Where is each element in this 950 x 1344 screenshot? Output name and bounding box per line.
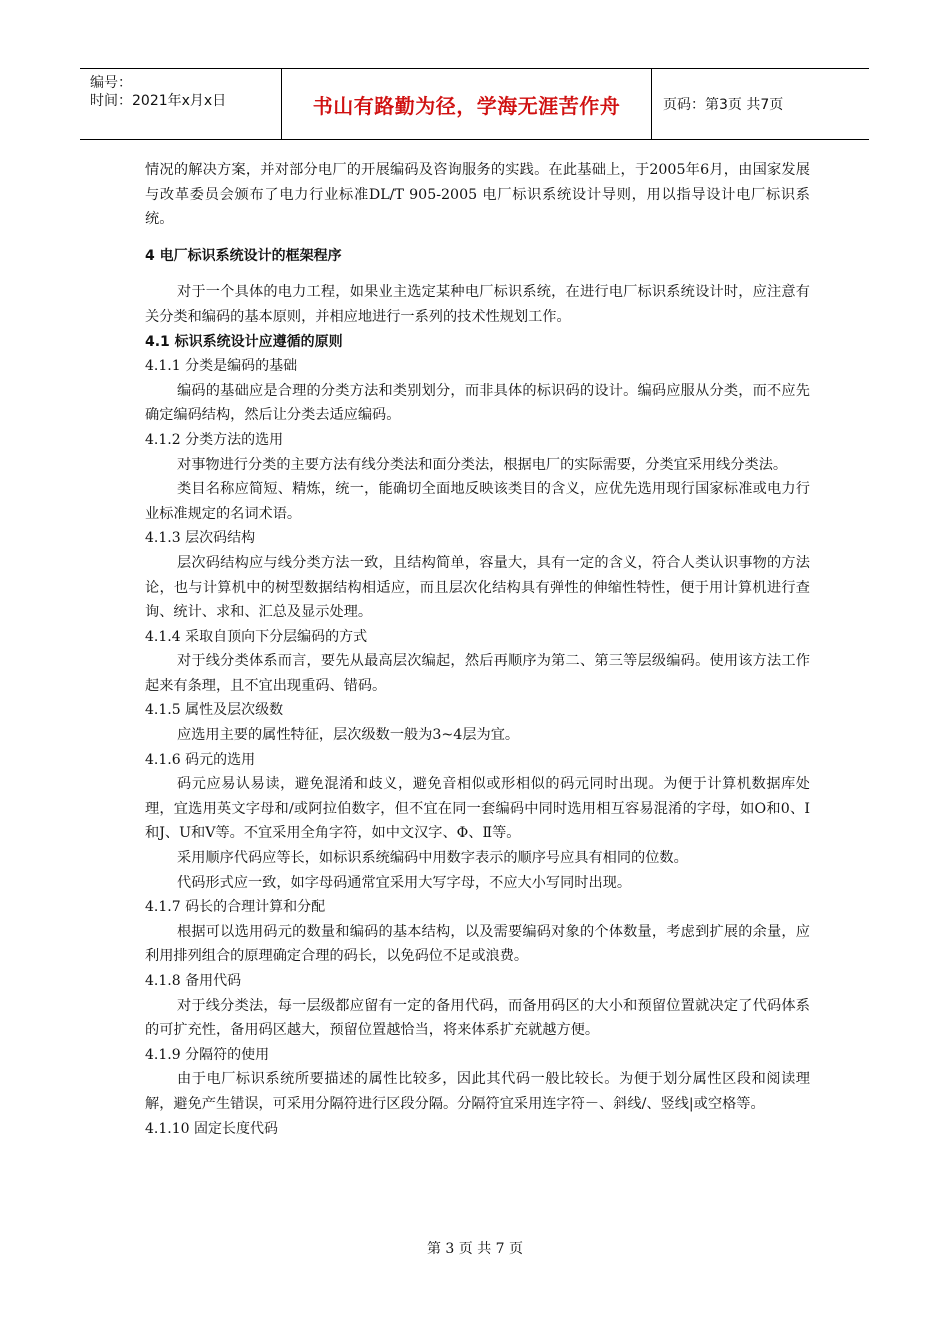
page-header	[80, 68, 869, 140]
document-body	[145, 158, 810, 1141]
body-paragraph: 对于线分类体系而言，要先从最高层次编起，然后再顺序为第二、第三等层级编码。使用该方法工作起来有条理，且不宜出现重码、错码。	[145, 653, 810, 694]
clause-heading: 4.1.1 分类是编码的基础	[145, 358, 298, 375]
clause-heading: 4.1.10 固定长度代码	[145, 1120, 278, 1137]
page-info-text: 页码：第3页 共7页	[663, 97, 784, 113]
section-gap	[145, 268, 810, 280]
body-paragraph: 码元应易认易读，避免混淆和歧义，避免音相似或形相似的码元同时出现。为便于计算机数据库处理，宜选用英文字母和/或阿拉伯数字，但不宜在同一套编码中同时选用相互容易混淆的字母，如O和0、I和J、U和V等。不宜采用全角字符，如中文汉字、Φ、Ⅱ等。	[145, 776, 810, 842]
body-paragraph: 由于电厂标识系统所要描述的属性比较多，因此其代码一般比较长。为便于划分属性区段和阅读理解，避免产生错误，可采用分隔符进行区段分隔。分隔符宜采用连字符－、斜线/、竖线|或空格等。	[145, 1071, 810, 1112]
body-paragraph: 代码形式应一致，如字母码通常宜采用大写字母，不应大小写同时出现。	[177, 874, 632, 891]
body-paragraph: 采用顺序代码应等长，如标识系统编码中用数字表示的顺序号应具有相同的位数。	[177, 850, 688, 867]
body-paragraph: 对于一个具体的电力工程，如果业主选定某种电厂标识系统，在进行电厂标识系统设计时，应注意有关分类和编码的基本原则，并相应地进行一系列的技术性规划工作。	[145, 284, 810, 325]
header-page-info	[663, 69, 869, 139]
body-paragraph: 编码的基础应是合理的分类方法和类别划分，而非具体的标识码的设计。编码应服从分类，而不应先确定编码结构，然后让分类去适应编码。	[145, 382, 810, 424]
page-footer: 第 3 页 共 7 页	[426, 1241, 524, 1257]
body-paragraph: 对事物进行分类的主要方法有线分类法和面分类法，根据电厂的实际需要，分类宜采用线分类法。	[177, 456, 788, 473]
header-motto: 书山有路勤为径，学海无涯苦作舟	[282, 69, 652, 139]
clause-heading: 4.1.9 分隔符的使用	[145, 1046, 270, 1063]
body-paragraph: 对于线分类法，每一层级都应留有一定的备用代码，而备用码区的大小和预留位置就决定了代码体系的可扩充性，备用码区越大，预留位置越恰当，将来体系扩充就越方便。	[145, 997, 810, 1039]
clause-heading: 4.1.6 码元的选用	[145, 751, 256, 768]
body-paragraph: 层次码结构应与线分类方法一致，且结构简单，容量大，具有一定的含义，符合人类认识事物的方法论，也与计算机中的树型数据结构相适应，而且层次化结构具有弹性的伸缩性特性，便于用计算机进行查询、统计、求和、汇总及显示处理。	[145, 554, 810, 621]
date-label: 时间：2021年x月x日	[90, 93, 227, 109]
section-gap	[145, 232, 810, 244]
clause-heading: 4.1.8 备用代码	[145, 973, 242, 989]
body-paragraph: 根据可以选用码元的数量和编码的基本结构，以及需要编码对象的个体数量，考虑到扩展的余量，应利用排列组合的原理确定合理的码长，以免码位不足或浪费。	[145, 923, 810, 965]
section-heading: 4 电厂标识系统设计的框架程序	[145, 247, 342, 264]
clause-heading: 4.1.4 采取自顶向下分层编码的方式	[145, 628, 368, 645]
clause-heading: 4.1.3 层次码结构	[145, 530, 256, 547]
subsection-heading: 4.1 标识系统设计应遵循的原则	[145, 333, 343, 350]
body-paragraph: 应选用主要的属性特征，层次级数一般为3~4层为宜。	[177, 727, 520, 744]
clause-heading: 4.1.2 分类方法的选用	[145, 431, 284, 448]
body-paragraph: 情况的解决方案，并对部分电厂的开展编码及咨询服务的实践。在此基础上，于2005年6月，由国家发展与改革委员会颁布了电力行业标准DL/T 905-2005 电厂标识系统设计导则，用以指导设计电厂标识系统。	[145, 162, 810, 228]
number-label: 编号：	[90, 75, 132, 91]
header-meta	[80, 69, 282, 139]
clause-heading: 4.1.7 码长的合理计算和分配	[145, 899, 326, 916]
clause-heading: 4.1.5 属性及层次级数	[145, 702, 284, 719]
body-paragraph: 类目名称应简短、精炼，统一，能确切全面地反映该类目的含义，应优先选用现行国家标准或电力行业标准规定的名词术语。	[145, 481, 810, 522]
